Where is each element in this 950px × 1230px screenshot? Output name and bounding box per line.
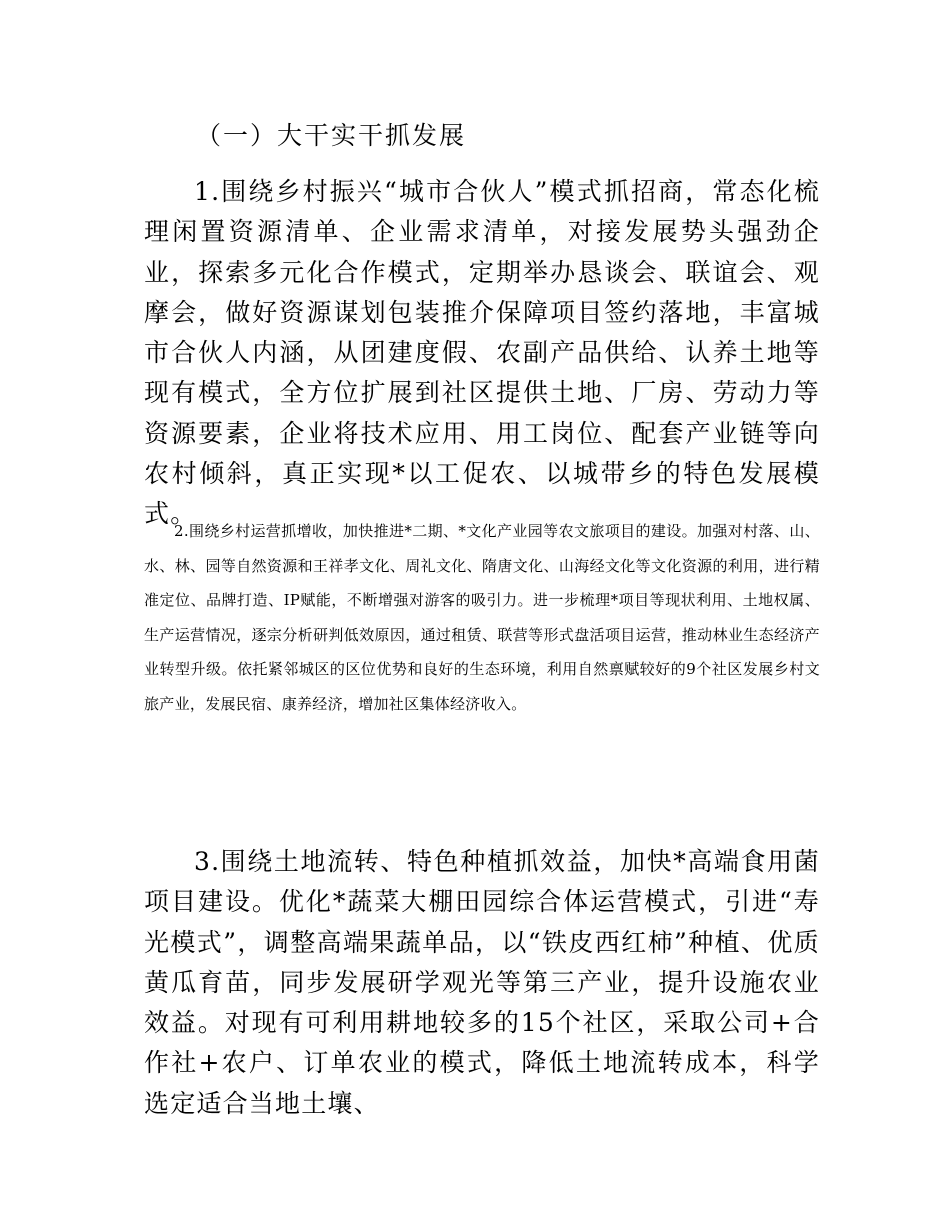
paragraph-1: 1.围绕乡村振兴“城市合伙人”模式抓招商，常态化梳理闲置资源清单、企业需求清单，对接发展势头强劲企业，探索多元化合作模式，定期举办恳谈会、联谊会、观摩会，做好资源谋划包装推介保障项目签约落地，丰富城市合伙人内涵，从团建度假、农副产品供给、认养土地等现有模式，全方位扩展到社区提供土地、厂房、劳动力等资源要素，企业将技术应用、用工岗位、配套产业链等向农村倾斜，真正实现*以工促农、以城带乡的特色发展模式。	[144, 177, 820, 529]
paragraph-2: 2.围绕乡村运营抓增收，加快推进*二期、*文化产业园等农文旅项目的建设。加强对村落、山、水、林、园等自然资源和王祥孝文化、周礼文化、隋唐文化、山海经文化等文化资源的利用，进行精准定位、品牌打造、IP赋能，不断增强对游客的吸引力。进一步梳理*项目等现状利用、土地权属、生产运营情况，逐宗分析研判低效原因，通过租赁、联营等形式盘活项目运营，推动林业生态经济产业转型升级。依托紧邻城区的区位优势和良好的生态环境，利用自然禀赋较好的9个社区发展乡村文旅产业，发展民宿、康养经济，增加社区集体经济收入。	[144, 522, 820, 713]
paragraph-3: 3.围绕土地流转、特色种植抓效益，加快*高端食用菌项目建设。优化*蔬菜大棚田园综合体运营模式，引进“寿光模式”，调整高端果蔬单品，以“铁皮西红柿”种植、优质黄瓜育苗，同步发展研学观光等第三产业，提升设施农业效益。对现有可利用耕地较多的15个社区，采取公司+合作社+农户、订单农业的模式，降低土地流转成本，科学选定适合当地土壤、	[144, 847, 820, 1118]
section-heading: （一）大干实干抓发展	[196, 121, 467, 150]
